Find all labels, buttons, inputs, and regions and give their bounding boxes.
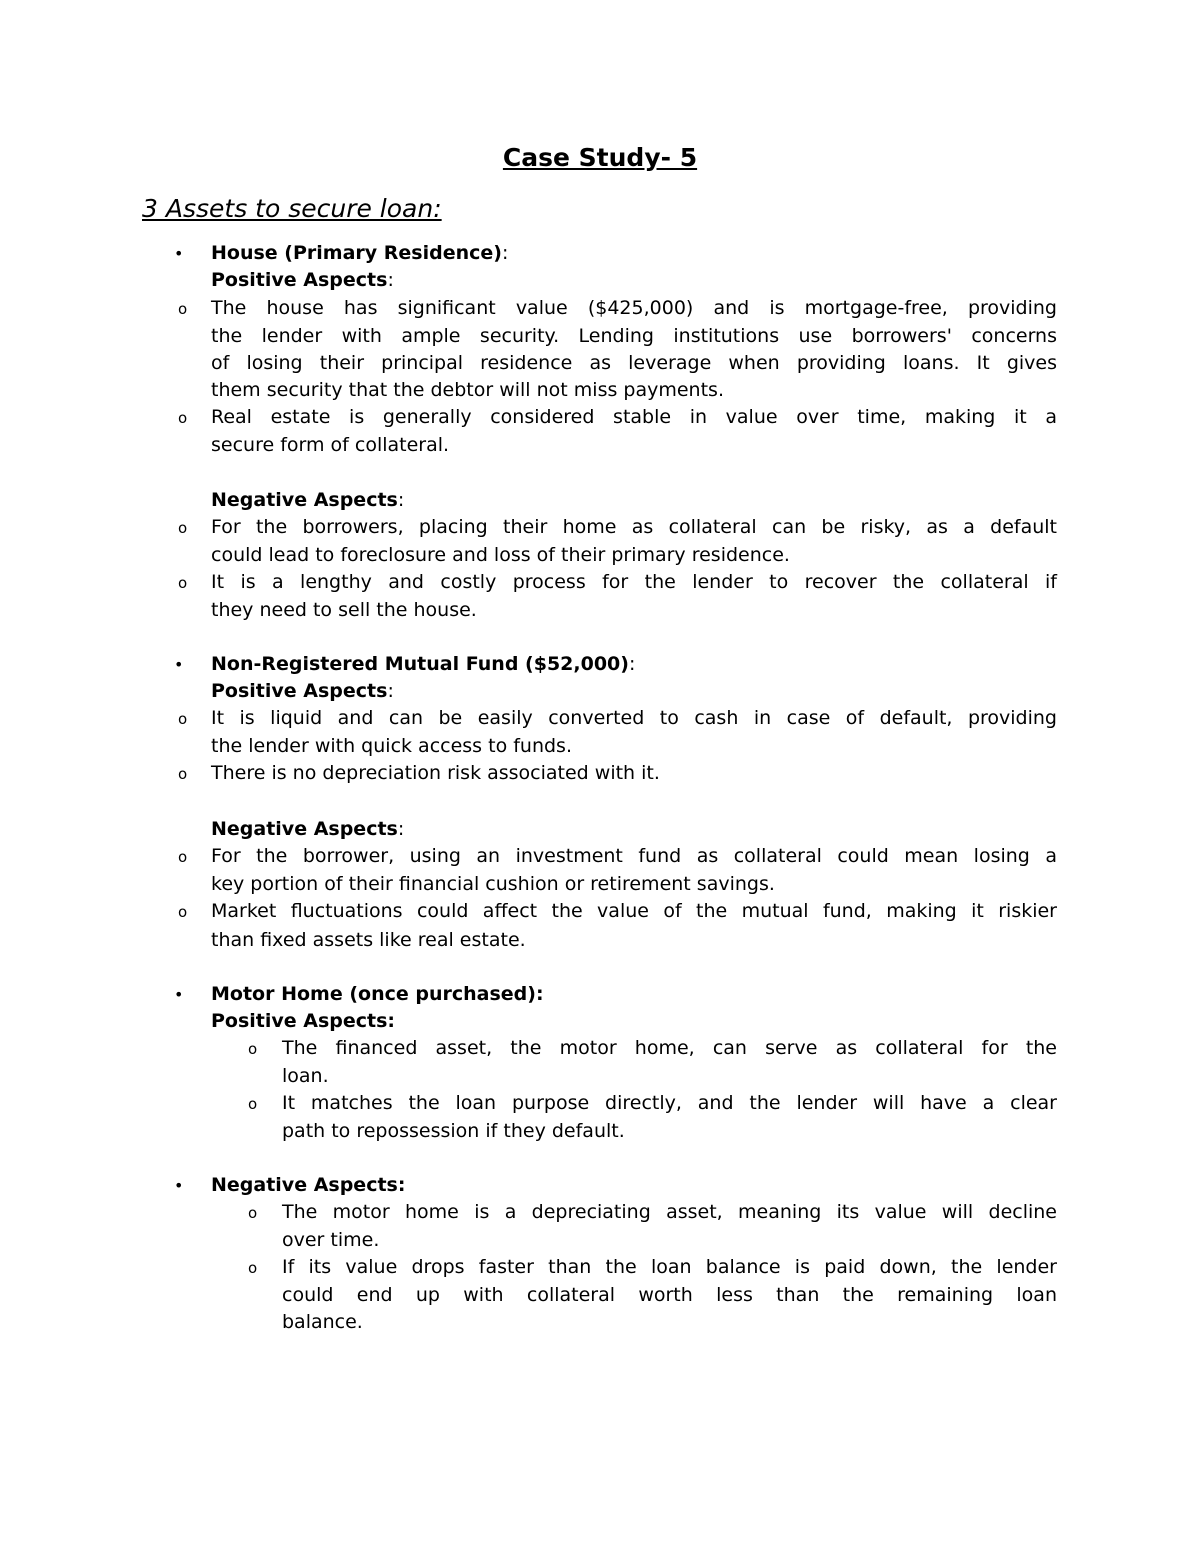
house-negative-2-line-2: they need to sell the house. bbox=[211, 599, 477, 621]
motor-positive-1-line-1: The financed asset, the motor home, can serve as collateral for the bbox=[282, 1037, 1057, 1059]
asset-heading-fund: Non-Registered Mutual Fund ($52,000): bbox=[211, 653, 636, 675]
motor-positive-2-line-1: It matches the loan purpose directly, and the lender will have a clear bbox=[282, 1092, 1057, 1114]
motor-negative-2-line-2: could end up with collateral worth less than the remaining loan bbox=[282, 1284, 1057, 1306]
fund-negative-2-line-1: Market fluctuations could affect the value of the mutual fund, making it riskier bbox=[211, 900, 1057, 922]
bullet-icon: • bbox=[174, 1176, 184, 1195]
asset-heading-motor: Motor Home (once purchased): bbox=[211, 983, 544, 1005]
sub-bullet-icon: o bbox=[178, 903, 188, 921]
bullet-icon: • bbox=[174, 655, 184, 674]
house-positive-2-line-2: secure form of collateral. bbox=[211, 434, 450, 456]
sub-bullet-icon: o bbox=[248, 1259, 258, 1277]
bullet-icon: • bbox=[174, 985, 184, 1004]
positive-heading-fund: Positive Aspects: bbox=[211, 680, 394, 702]
house-positive-1-line-4: them security that the debtor will not miss payments. bbox=[211, 379, 724, 401]
negative-heading-motor: Negative Aspects: bbox=[211, 1174, 406, 1196]
sub-bullet-icon: o bbox=[248, 1040, 258, 1058]
fund-negative-1-line-2: key portion of their financial cushion or retirement savings. bbox=[211, 873, 775, 895]
negative-heading-house: Negative Aspects: bbox=[211, 489, 405, 511]
positive-heading-house: Positive Aspects: bbox=[211, 269, 394, 291]
sub-bullet-icon: o bbox=[248, 1204, 258, 1222]
house-positive-1-line-3: of losing their principal residence as leverage when providing loans. It gives bbox=[211, 352, 1057, 374]
document-title: Case Study- 5 bbox=[502, 143, 698, 172]
house-negative-2-line-1: It is a lengthy and costly process for the lender to recover the collateral if bbox=[211, 571, 1057, 593]
fund-positive-1-line-1: It is liquid and can be easily converted to cash in case of default, providing bbox=[211, 707, 1057, 729]
motor-negative-1-line-1: The motor home is a depreciating asset, meaning its value will decline bbox=[282, 1201, 1057, 1223]
motor-positive-1-line-2: loan. bbox=[282, 1065, 329, 1087]
motor-negative-2-line-1: If its value drops faster than the loan balance is paid down, the lender bbox=[282, 1256, 1057, 1278]
sub-bullet-icon: o bbox=[178, 765, 188, 783]
sub-bullet-icon: o bbox=[178, 519, 188, 537]
fund-positive-1-line-2: the lender with quick access to funds. bbox=[211, 735, 572, 757]
house-positive-1-line-2: the lender with ample security. Lending institutions use borrowers' concerns bbox=[211, 325, 1057, 347]
sub-bullet-icon: o bbox=[178, 300, 188, 318]
house-positive-1-line-1: The house has significant value ($425,000) and is mortgage-free, providing bbox=[211, 297, 1057, 319]
sub-bullet-icon: o bbox=[248, 1095, 258, 1113]
section-heading: 3 Assets to secure loan: bbox=[142, 194, 442, 223]
fund-positive-2-line-1: There is no depreciation risk associated with it. bbox=[211, 762, 660, 784]
house-positive-2-line-1: Real estate is generally considered stable in value over time, making it a bbox=[211, 406, 1057, 428]
motor-negative-2-line-3: balance. bbox=[282, 1311, 363, 1333]
motor-positive-2-line-2: path to repossession if they default. bbox=[282, 1120, 625, 1142]
sub-bullet-icon: o bbox=[178, 409, 188, 427]
positive-heading-motor: Positive Aspects: bbox=[211, 1010, 396, 1032]
bullet-icon: • bbox=[174, 244, 184, 263]
fund-negative-1-line-1: For the borrower, using an investment fund as collateral could mean losing a bbox=[211, 845, 1057, 867]
sub-bullet-icon: o bbox=[178, 574, 188, 592]
sub-bullet-icon: o bbox=[178, 710, 188, 728]
motor-negative-1-line-2: over time. bbox=[282, 1229, 380, 1251]
house-negative-1-line-2: could lead to foreclosure and loss of their primary residence. bbox=[211, 544, 790, 566]
sub-bullet-icon: o bbox=[178, 848, 188, 866]
fund-negative-2-line-2: than fixed assets like real estate. bbox=[211, 929, 526, 951]
asset-heading-house: House (Primary Residence): bbox=[211, 242, 509, 264]
negative-heading-fund: Negative Aspects: bbox=[211, 818, 405, 840]
house-negative-1-line-1: For the borrowers, placing their home as collateral can be risky, as a default bbox=[211, 516, 1057, 538]
